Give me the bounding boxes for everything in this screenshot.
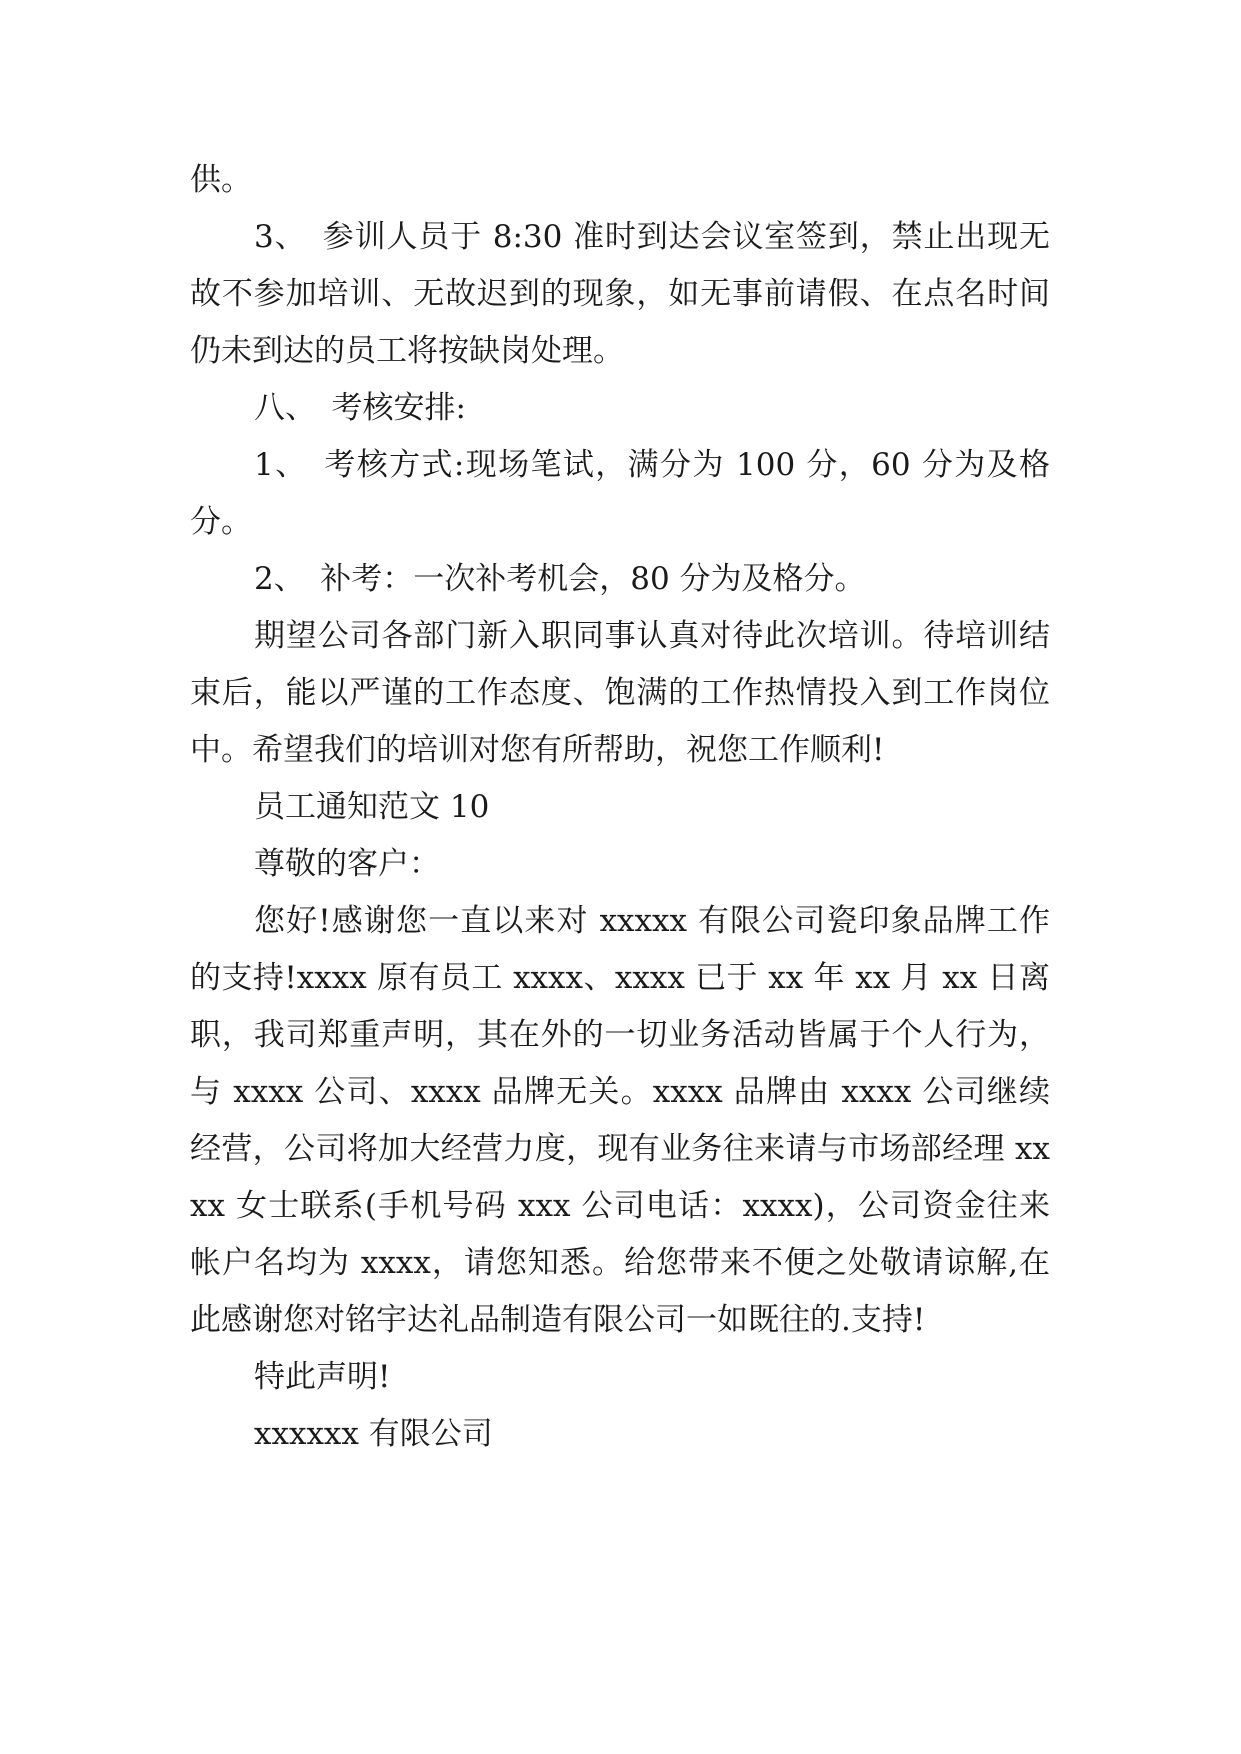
- section-heading-assessment: 八、 考核安排:: [254, 390, 466, 426]
- paragraph-closing-wish: 期望公司各部门新入职同事认真对待此次培训。待培训结束后，能以严谨的工作态度、饱满的工作热情投入到工作岗位中。希望我们的培训对您有所帮助，祝您工作顺利!: [190, 618, 1050, 768]
- paragraph-continuation: 供。: [190, 162, 252, 198]
- declaration-line: 特此声明!: [254, 1359, 391, 1395]
- document-body: [190, 152, 1050, 1463]
- document-title: 员工通知范文 10: [254, 789, 490, 825]
- salutation: 尊敬的客户：: [254, 846, 440, 882]
- paragraph-item-3: 3、 参训人员于 8:30 准时到达会议室签到，禁止出现无故不参加培训、无故迟到的现象，如无事前请假、在点名时间仍未到达的员工将按缺岗处理。: [190, 219, 1050, 369]
- paragraph-assessment-method: 1、 考核方式:现场笔试，满分为 100 分，60 分为及格分。: [190, 447, 1050, 540]
- signature-company: xxxxxx 有限公司: [254, 1416, 493, 1452]
- paragraph-makeup-exam: 2、 补考：一次补考机会，80 分为及格分。: [254, 561, 866, 597]
- paragraph-notice-body: 您好!感谢您一直以来对 xxxxx 有限公司瓷印象品牌工作的支持!xxxx 原有员工 xxxx、xxxx 已于 xx 年 xx 月 xx 日离职，我司郑重声明，其在外的一切业务活动皆属于个人行为，与 xxxx 公司、xxxx 品牌无关。xxxx 品牌由 xxxx 公司继续经营，公司将加大经营力度，现有业务往来请与市场部经理 xxxx 女士联系(手机号码 xxx 公司电话：xxxx)，公司资金往来帐户名均为 xxxx，请您知悉。给您带来不便之处敬请谅解,在此感谢您对铭宇达礼品制造有限公司一如既往的.支持!: [190, 903, 1050, 1338]
